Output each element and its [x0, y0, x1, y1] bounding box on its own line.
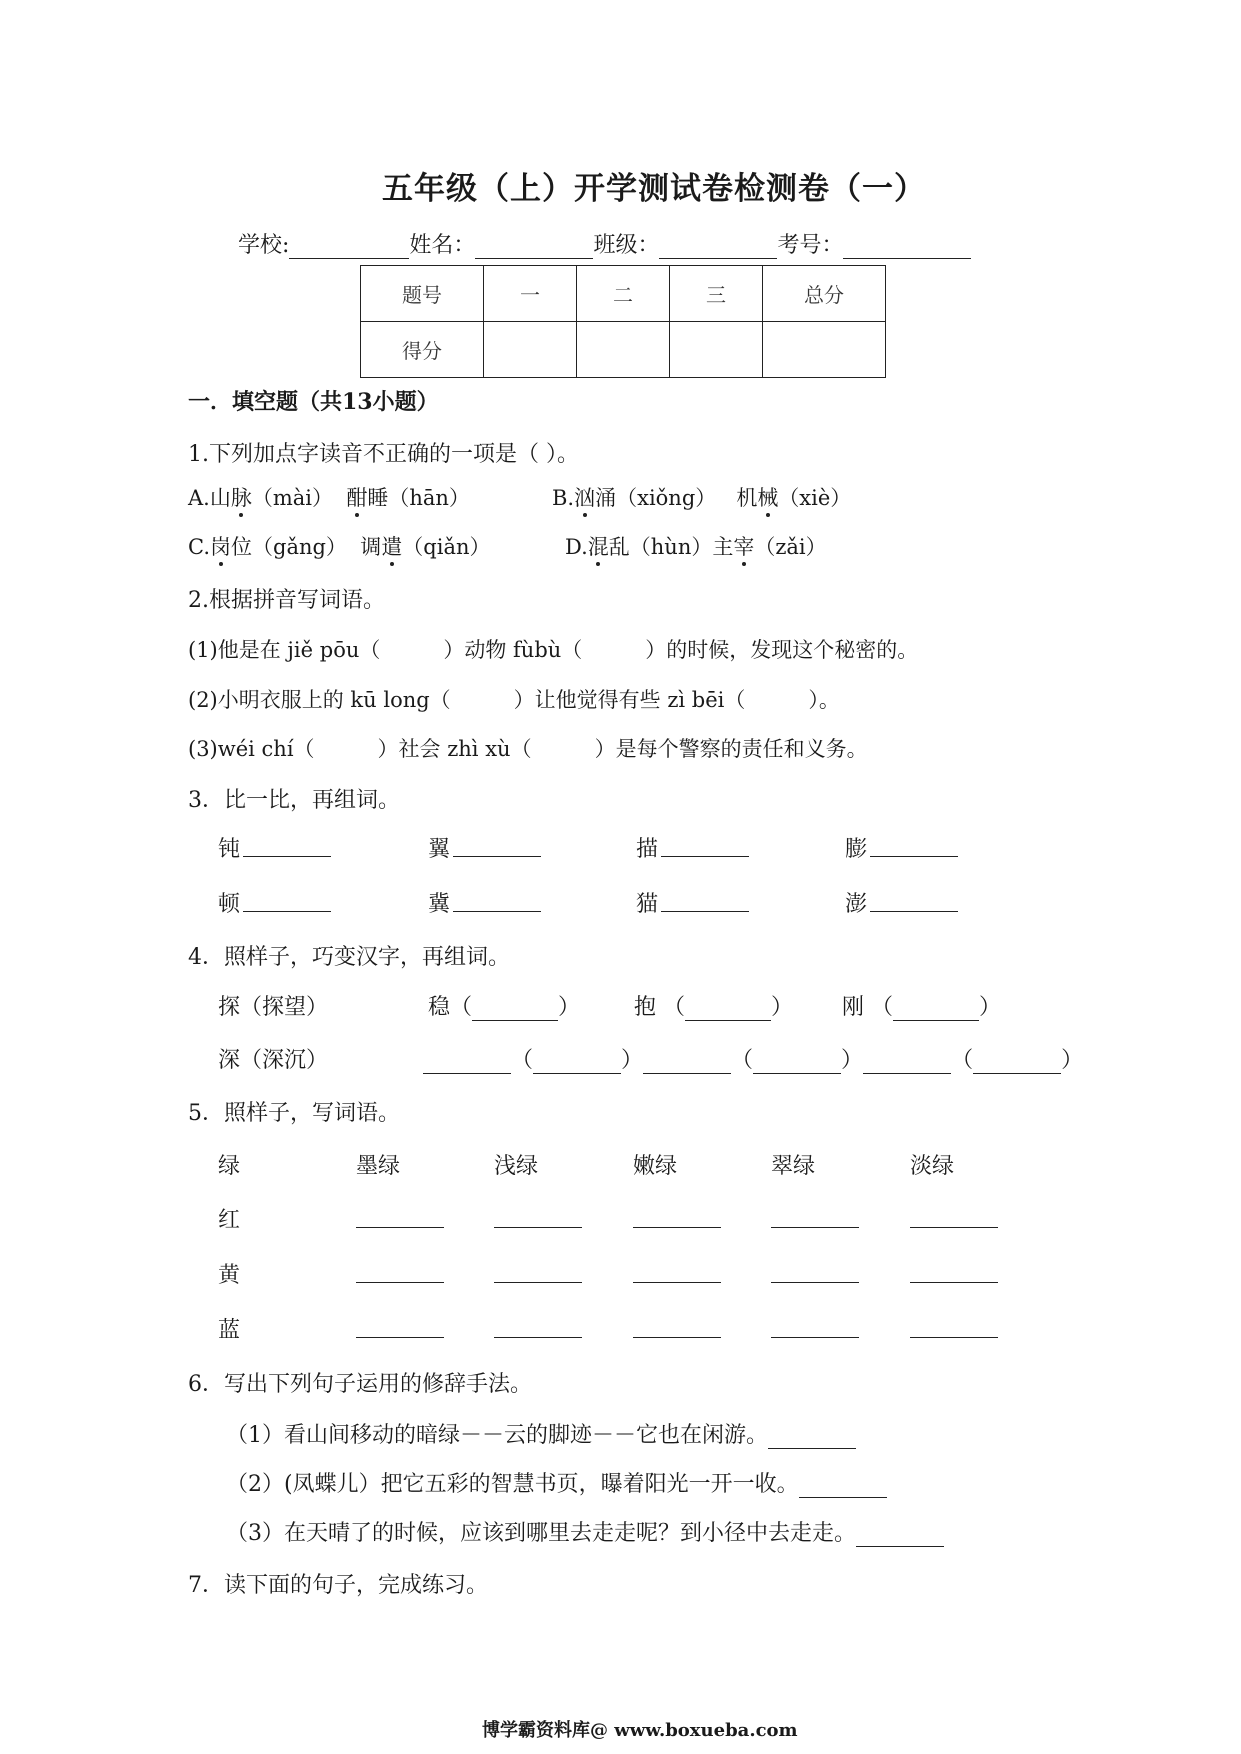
- number-field[interactable]: [843, 236, 971, 259]
- answer-blank[interactable]: [910, 1282, 998, 1283]
- q2-line-2: (2)小明衣服上的 kū long（ ）让他觉得有些 zì bēi（ ）。: [188, 688, 840, 712]
- answer-blank[interactable]: [533, 1051, 621, 1074]
- table-row: [361, 322, 886, 378]
- dotted-char: 遣: [381, 535, 403, 559]
- answer-blank[interactable]: [771, 1282, 859, 1283]
- dotted-char: 械: [757, 486, 779, 510]
- q1-option-b: [552, 482, 851, 512]
- q6-sentence: [226, 1516, 944, 1547]
- q1-option-d: [565, 531, 827, 561]
- answer-blank[interactable]: [771, 1227, 859, 1228]
- q2-line-3: (3)wéi chí（ ）社会 zhì xù（ ）是每个警察的责任和义务。: [188, 737, 868, 761]
- q6-sentence-text: （3）在天晴了的时候，应该到哪里去走走呢？到小径中去走走。: [226, 1521, 856, 1546]
- q7-stem: 7．读下面的句子，完成练习。: [188, 1573, 488, 1598]
- q4-example-1: 探（探望）: [218, 995, 329, 1020]
- answer-blank[interactable]: [661, 911, 749, 912]
- answer-blank[interactable]: [633, 1337, 721, 1338]
- q5-head: 淡绿: [910, 1154, 955, 1179]
- q3-char: 钝: [218, 837, 241, 862]
- student-info-line: [238, 228, 971, 259]
- q4-item: [634, 990, 793, 1021]
- table-header-cell: 二: [577, 266, 670, 322]
- page-title: 五年级（上）开学测试卷检测卷（一）: [382, 171, 926, 207]
- dotted-char: 汹: [574, 486, 596, 510]
- school-label: 学校:: [238, 233, 290, 258]
- answer-blank[interactable]: [910, 1337, 998, 1338]
- score-table: [360, 265, 886, 378]
- class-label: 班级：: [593, 233, 660, 258]
- q5-stem: 5．照样子，写词语。: [188, 1101, 400, 1126]
- paren: （: [731, 1048, 754, 1073]
- q4-item-char: 刚 （: [842, 995, 893, 1020]
- option-text: 位: [231, 535, 252, 559]
- answer-blank[interactable]: [494, 1227, 582, 1228]
- q2-line-1: (1)他是在 jiě pōu（ ）动物 fùbù（ ）的时候，发现这个秘密的。: [188, 638, 919, 662]
- option-label: A.: [188, 486, 210, 510]
- answer-blank[interactable]: [870, 911, 958, 912]
- answer-blank[interactable]: [685, 998, 771, 1021]
- q5-row-label: 红: [218, 1208, 241, 1233]
- dotted-char: 脉: [230, 486, 252, 510]
- q5-head: 绿: [218, 1154, 241, 1179]
- footer-watermark: 博学霸资料库@ www.boxueba.com: [482, 1720, 798, 1741]
- school-field[interactable]: [289, 236, 409, 259]
- table-header-cell: 题号: [361, 266, 484, 322]
- dotted-char: 岗: [210, 535, 231, 559]
- q3-char: 澎: [845, 892, 868, 917]
- q4-blank-row: [423, 1043, 1083, 1074]
- option-label: B.: [552, 486, 575, 510]
- q3-char: 翼: [428, 837, 451, 862]
- pinyin: （xiǒng）: [616, 486, 717, 510]
- answer-blank[interactable]: [643, 1051, 731, 1074]
- paren: ）: [1061, 1048, 1084, 1073]
- answer-blank[interactable]: [893, 998, 979, 1021]
- q1-option-row-ab: [188, 482, 470, 512]
- paren: ）: [558, 995, 581, 1020]
- paren: ）: [621, 1048, 644, 1073]
- q3-char: 顿: [218, 892, 241, 917]
- paren: ）: [771, 995, 794, 1020]
- answer-blank[interactable]: [243, 911, 331, 912]
- q4-item-char: 抱 （: [634, 995, 685, 1020]
- q6-sentence-text: （2）(凤蝶儿）把它五彩的智慧书页，曝着阳光一开一收。: [226, 1472, 799, 1497]
- pinyin: （zǎi）: [754, 535, 827, 559]
- q3-char: 冀: [428, 892, 451, 917]
- answer-blank[interactable]: [356, 1337, 444, 1338]
- score-cell[interactable]: [484, 322, 577, 378]
- answer-blank[interactable]: [633, 1227, 721, 1228]
- paren: ）: [979, 995, 1002, 1020]
- q5-head: 翠绿: [771, 1154, 816, 1179]
- pinyin: （gǎng）: [252, 535, 347, 559]
- paren: （: [951, 1048, 974, 1073]
- section-heading: 一．填空题（共13小题）: [188, 389, 439, 415]
- answer-blank[interactable]: [243, 856, 331, 857]
- score-cell[interactable]: [670, 322, 763, 378]
- q1-stem: 1.下列加点字读音不正确的一项是（ ）。: [188, 442, 579, 467]
- score-row-label: 得分: [361, 322, 484, 378]
- answer-blank[interactable]: [453, 911, 541, 912]
- number-label: 考号：: [777, 233, 844, 258]
- q4-example-2: 深（深沉）: [218, 1048, 329, 1073]
- answer-blank[interactable]: [494, 1337, 582, 1338]
- answer-blank[interactable]: [356, 1227, 444, 1228]
- q5-head: 嫩绿: [633, 1154, 678, 1179]
- answer-blank[interactable]: [423, 1051, 511, 1074]
- dotted-char: 宰: [733, 535, 755, 559]
- dotted-char: 酣: [346, 486, 368, 510]
- table-header-cell: 三: [670, 266, 763, 322]
- answer-blank[interactable]: [633, 1282, 721, 1283]
- pinyin: （hān）: [388, 486, 470, 510]
- option-text: 乱: [608, 535, 630, 559]
- q5-head: 浅绿: [494, 1154, 539, 1179]
- table-row: [361, 266, 886, 322]
- answer-blank[interactable]: [856, 1524, 944, 1547]
- option-text: 睡: [367, 486, 389, 510]
- name-label: 姓名：: [409, 233, 476, 258]
- table-header-cell: 一: [484, 266, 577, 322]
- answer-blank[interactable]: [870, 856, 958, 857]
- answer-blank[interactable]: [661, 856, 749, 857]
- answer-blank[interactable]: [973, 1051, 1061, 1074]
- answer-blank[interactable]: [753, 1051, 841, 1074]
- answer-blank[interactable]: [863, 1051, 951, 1074]
- q6-stem: 6．写出下列句子运用的修辞手法。: [188, 1372, 532, 1397]
- pinyin: （hùn）: [629, 535, 713, 559]
- q4-item-char: 稳（: [428, 995, 473, 1020]
- option-text: 山: [209, 486, 231, 510]
- answer-blank[interactable]: [494, 1282, 582, 1283]
- dotted-char: 混: [587, 535, 609, 559]
- answer-blank[interactable]: [472, 998, 558, 1021]
- answer-blank[interactable]: [453, 856, 541, 857]
- answer-blank[interactable]: [356, 1282, 444, 1283]
- q4-stem: 4．照样子，巧变汉字，再组词。: [188, 945, 510, 970]
- q3-char: 膨: [845, 837, 868, 862]
- option-text: 涌: [595, 486, 617, 510]
- option-text: 机: [736, 486, 758, 510]
- q2-stem: 2.根据拼音写词语。: [188, 588, 385, 613]
- paren: （: [511, 1048, 534, 1073]
- pinyin: （qiǎn）: [402, 535, 491, 559]
- score-cell[interactable]: [763, 322, 886, 378]
- table-header-cell: 总分: [763, 266, 886, 322]
- q6-sentence: [226, 1467, 887, 1498]
- q3-char: 猫: [636, 892, 659, 917]
- q4-item: [842, 990, 1001, 1021]
- option-text: 调: [360, 535, 382, 559]
- paren: ）: [841, 1048, 864, 1073]
- answer-blank[interactable]: [768, 1426, 856, 1449]
- pinyin: （xiè）: [778, 486, 852, 510]
- option-label: C.: [188, 535, 210, 559]
- q1-option-c: [188, 531, 491, 561]
- answer-blank[interactable]: [771, 1337, 859, 1338]
- q3-stem: 3．比一比，再组词。: [188, 788, 400, 813]
- q5-head: 墨绿: [356, 1154, 401, 1179]
- score-cell[interactable]: [577, 322, 670, 378]
- answer-blank[interactable]: [910, 1227, 998, 1228]
- pinyin: （mài）: [251, 486, 333, 510]
- q6-sentence: [226, 1418, 856, 1449]
- option-text: 主: [712, 535, 734, 559]
- answer-blank[interactable]: [799, 1475, 887, 1498]
- option-label: D.: [565, 535, 588, 559]
- class-field[interactable]: [659, 236, 777, 259]
- q4-item: [428, 990, 580, 1021]
- q5-row-label: 蓝: [218, 1318, 241, 1343]
- q3-char: 描: [636, 837, 659, 862]
- name-field[interactable]: [475, 236, 593, 259]
- q5-row-label: 黄: [218, 1263, 241, 1288]
- q6-sentence-text: （1）看山间移动的暗绿－－云的脚迹－－它也在闲游。: [226, 1423, 768, 1448]
